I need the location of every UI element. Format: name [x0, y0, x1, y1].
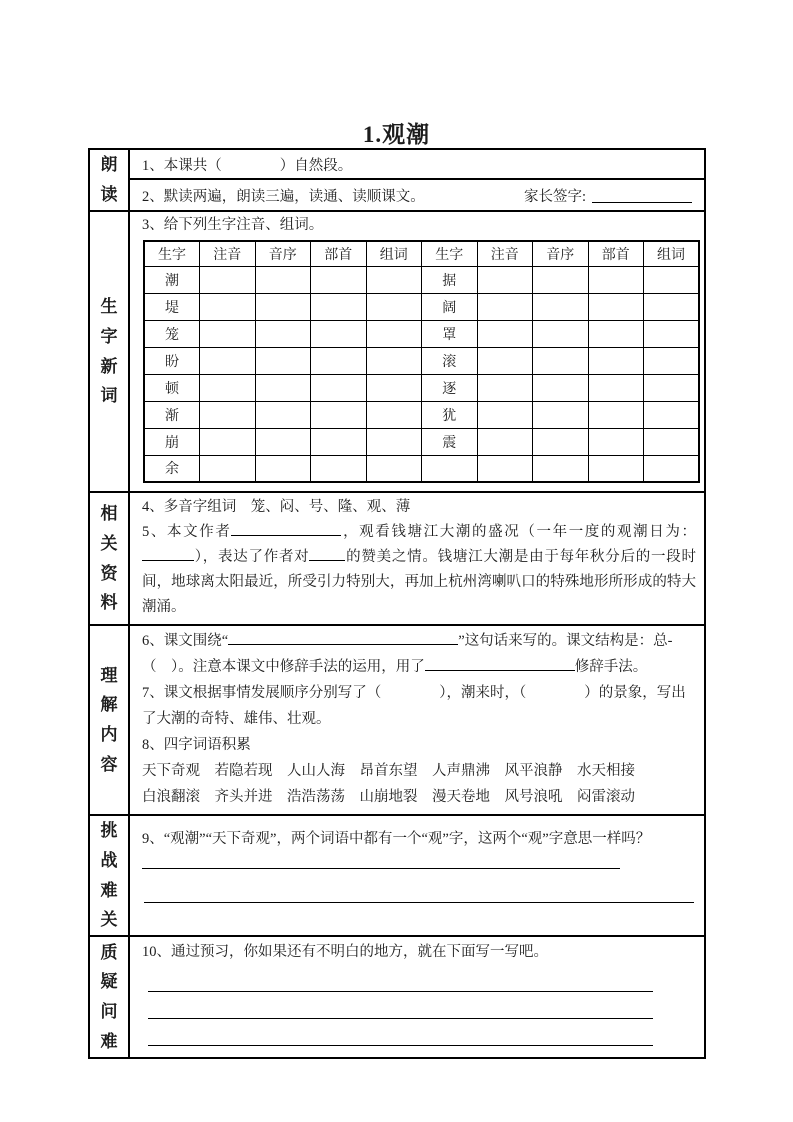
answer-line[interactable] — [144, 878, 694, 903]
parent-signature — [524, 185, 694, 206]
item-5-text: 5、本文作者 — [142, 524, 232, 540]
char-cell: 堤 — [144, 293, 200, 320]
section-related-info — [90, 491, 704, 624]
answer-cell[interactable] — [366, 266, 422, 293]
section-label-new-words — [90, 212, 130, 491]
answer-cell[interactable] — [644, 374, 700, 401]
answer-cell[interactable] — [477, 374, 533, 401]
answer-cell[interactable] — [588, 428, 644, 455]
answer-cell[interactable] — [311, 374, 367, 401]
answer-cell[interactable] — [255, 293, 311, 320]
reading-item-2 — [130, 180, 704, 210]
reading-item-2-text: 2、默读两遍，朗读三遍，读通、读顺课文。 — [142, 188, 425, 205]
section-content-comprehension — [130, 626, 704, 814]
section-label-challenge — [90, 816, 130, 935]
char-cell: 崩 — [144, 428, 200, 455]
four-char-words-line-1: 天下奇观 若隐若现 人山人海 昂首东望 人声鼎沸 风平浪静 水天相接 — [142, 763, 635, 779]
answer-cell[interactable] — [588, 293, 644, 320]
answer-cell[interactable] — [366, 293, 422, 320]
char-cell: 滚 — [422, 347, 478, 374]
questions-item-10: 10、通过预习，你如果还有不明白的地方，就在下面写一写吧。 — [142, 944, 548, 960]
grid-header-cell: 组词 — [366, 241, 422, 266]
answer-cell[interactable] — [477, 293, 533, 320]
answer-cell[interactable] — [533, 374, 589, 401]
char-cell: 余 — [144, 455, 200, 482]
answer-cell[interactable] — [533, 401, 589, 428]
answer-cell[interactable] — [366, 320, 422, 347]
char-cell: 潮 — [144, 266, 200, 293]
grid-header-cell: 生字 — [144, 241, 200, 266]
grid-row — [144, 374, 699, 401]
section-label-comprehension — [90, 626, 130, 814]
grid-header-cell: 注音 — [477, 241, 533, 266]
char-cell: 据 — [422, 266, 478, 293]
answer-cell[interactable] — [477, 320, 533, 347]
answer-cell[interactable] — [366, 428, 422, 455]
section-reading — [90, 150, 704, 210]
answer-cell[interactable] — [588, 455, 644, 482]
answer-cell[interactable] — [200, 347, 256, 374]
page-title: 1.观潮 — [362, 122, 431, 147]
answer-cell[interactable] — [366, 401, 422, 428]
answer-cell[interactable] — [311, 347, 367, 374]
answer-cell[interactable] — [533, 347, 589, 374]
answer-cell[interactable] — [477, 428, 533, 455]
answer-cell[interactable] — [644, 455, 700, 482]
char-cell: 渐 — [144, 401, 200, 428]
char-cell: 犹 — [422, 401, 478, 428]
section-label-questions — [90, 937, 130, 1057]
section-label-text: 挑战难关 — [100, 821, 118, 930]
grid-row — [144, 320, 699, 347]
answer-cell[interactable] — [644, 347, 700, 374]
answer-cell[interactable] — [588, 320, 644, 347]
rhetoric-blank[interactable] — [425, 656, 575, 671]
answer-cell[interactable] — [255, 347, 311, 374]
parent-signature-blank[interactable] — [592, 188, 692, 203]
section-label-text: 相关资料 — [100, 504, 118, 613]
answer-cell[interactable] — [366, 374, 422, 401]
section-questions — [90, 935, 704, 1057]
answer-cell[interactable] — [200, 428, 256, 455]
answer-cell[interactable] — [200, 266, 256, 293]
four-char-words-line-2: 白浪翻滚 齐头并进 浩浩荡荡 山崩地裂 漫天卷地 风号浪吼 闷雷滚动 — [142, 789, 635, 805]
grid-header-cell: 音序 — [255, 241, 311, 266]
answer-cell[interactable] — [588, 374, 644, 401]
answer-cell[interactable] — [311, 401, 367, 428]
pinyin-word-grid — [143, 240, 700, 483]
answer-cell[interactable] — [588, 347, 644, 374]
answer-cell[interactable] — [533, 455, 589, 482]
answer-cell[interactable] — [366, 455, 422, 482]
char-cell: 罩 — [422, 320, 478, 347]
section-content-challenge — [130, 816, 704, 935]
answer-cell[interactable] — [533, 293, 589, 320]
section-label-text: 生字新词 — [100, 297, 118, 406]
comprehension-item-7: 7、课文根据事情发展顺序分别写了（ ），潮来时，（ ）的景象，写出了大潮的奇特、雄伟、壮观。 — [142, 685, 686, 727]
reading-item-1-text: 1、本课共（ ）自然段。 — [142, 157, 353, 174]
grid-header-cell: 组词 — [644, 241, 700, 266]
answer-cell[interactable] — [255, 455, 311, 482]
answer-cell[interactable] — [366, 347, 422, 374]
answer-cell[interactable] — [311, 293, 367, 320]
char-cell: 笼 — [144, 320, 200, 347]
reading-item-1 — [130, 150, 704, 180]
write-line[interactable] — [148, 965, 653, 992]
char-cell: 阔 — [422, 293, 478, 320]
grid-header-cell: 部首 — [311, 241, 367, 266]
author-blank[interactable] — [231, 521, 341, 536]
answer-cell[interactable] — [644, 428, 700, 455]
answer-cell[interactable] — [533, 266, 589, 293]
answer-cell[interactable] — [588, 266, 644, 293]
answer-cell[interactable] — [200, 401, 256, 428]
answer-cell[interactable] — [477, 266, 533, 293]
answer-cell[interactable] — [255, 401, 311, 428]
answer-cell[interactable] — [255, 428, 311, 455]
grid-row — [144, 293, 699, 320]
item-6-text: ”这句话来写的。课文结构是：总-（ ）。注意本课文中修辞手法的运用，用了 — [142, 633, 673, 675]
related-item-5 — [142, 520, 696, 620]
item-9-text: 9、“观潮”“天下奇观”，两个词语中都有一个“观”字，这两个“观”字意思一样吗？ — [142, 831, 651, 847]
write-line[interactable] — [148, 992, 653, 1019]
new-words-item-3: 3、给下列生字注音、组词。 — [142, 217, 324, 233]
grid-row — [144, 347, 699, 374]
answer-cell[interactable] — [255, 320, 311, 347]
char-cell: 顿 — [144, 374, 200, 401]
answer-cell[interactable] — [200, 374, 256, 401]
section-label-related-info — [90, 493, 130, 624]
answer-cell[interactable] — [644, 401, 700, 428]
char-cell: 盼 — [144, 347, 200, 374]
grid-row — [144, 428, 699, 455]
grid-header-row — [144, 241, 699, 266]
grid-header-cell: 音序 — [533, 241, 589, 266]
answer-cell[interactable] — [533, 320, 589, 347]
item-5-text: ，观看钱塘江大潮的盛况（一年一度的观潮日为： — [341, 524, 697, 540]
answer-cell[interactable] — [588, 401, 644, 428]
section-content-reading — [130, 150, 704, 210]
answer-blank[interactable] — [142, 854, 620, 869]
item-5-text: 的赞美之情。钱塘江大潮是由于每年秋分后的一段时间，地球离太阳最近，所受引力特别大，再加上杭州湾喇叭口的特殊地形所形成的特大潮涌。 — [142, 549, 697, 615]
answer-cell[interactable] — [311, 320, 367, 347]
answer-cell[interactable] — [533, 428, 589, 455]
answer-cell[interactable] — [311, 428, 367, 455]
write-line[interactable] — [148, 1019, 653, 1046]
comprehension-item-8: 8、四字词语积累 — [142, 737, 251, 753]
answer-cell[interactable] — [311, 266, 367, 293]
answer-cell[interactable] — [200, 293, 256, 320]
section-new-words — [90, 210, 704, 491]
section-label-reading — [90, 150, 130, 210]
grid-header-cell: 部首 — [588, 241, 644, 266]
answer-cell[interactable] — [311, 455, 367, 482]
answer-cell[interactable] — [477, 401, 533, 428]
challenge-item-9 — [142, 826, 696, 878]
section-comprehension — [90, 624, 704, 814]
related-item-4: 4、多音字组词 笼、闷、号、隆、观、薄 — [142, 499, 411, 515]
grid-row — [144, 266, 699, 293]
answer-cell[interactable] — [200, 320, 256, 347]
answer-cell[interactable] — [255, 266, 311, 293]
section-content-questions — [130, 937, 704, 1057]
tide-date-blank[interactable] — [142, 546, 194, 561]
comprehension-item-6 — [142, 628, 696, 680]
parent-signature-label: 家长签字: — [523, 188, 586, 205]
central-sentence-blank[interactable] — [228, 630, 458, 645]
praise-object-blank[interactable] — [309, 546, 345, 561]
section-content-related-info — [130, 493, 704, 624]
answer-cell[interactable] — [644, 266, 700, 293]
item-6-text: 修辞手法。 — [574, 659, 648, 675]
answer-cell[interactable] — [644, 320, 700, 347]
grid-header-cell: 生字 — [422, 241, 478, 266]
grid-row — [144, 401, 699, 428]
answer-cell[interactable] — [644, 293, 700, 320]
answer-cell[interactable] — [477, 347, 533, 374]
grid-header-cell: 注音 — [200, 241, 256, 266]
item-6-text: 6、课文围绕“ — [142, 633, 229, 649]
section-challenge — [90, 814, 704, 935]
section-label-text: 理解内容 — [100, 665, 118, 774]
worksheet-table — [88, 148, 706, 1059]
char-cell: 震 — [422, 428, 478, 455]
char-cell: 逐 — [422, 374, 478, 401]
answer-cell[interactable] — [255, 374, 311, 401]
answer-cell[interactable] — [200, 455, 256, 482]
section-content-new-words — [130, 212, 704, 491]
section-label-text: 朗读 — [100, 155, 118, 204]
section-label-text: 质疑问难 — [100, 942, 118, 1051]
char-cell — [422, 455, 478, 482]
grid-row — [144, 455, 699, 482]
answer-cell[interactable] — [477, 455, 533, 482]
item-5-text: ），表达了作者对 — [194, 549, 310, 565]
